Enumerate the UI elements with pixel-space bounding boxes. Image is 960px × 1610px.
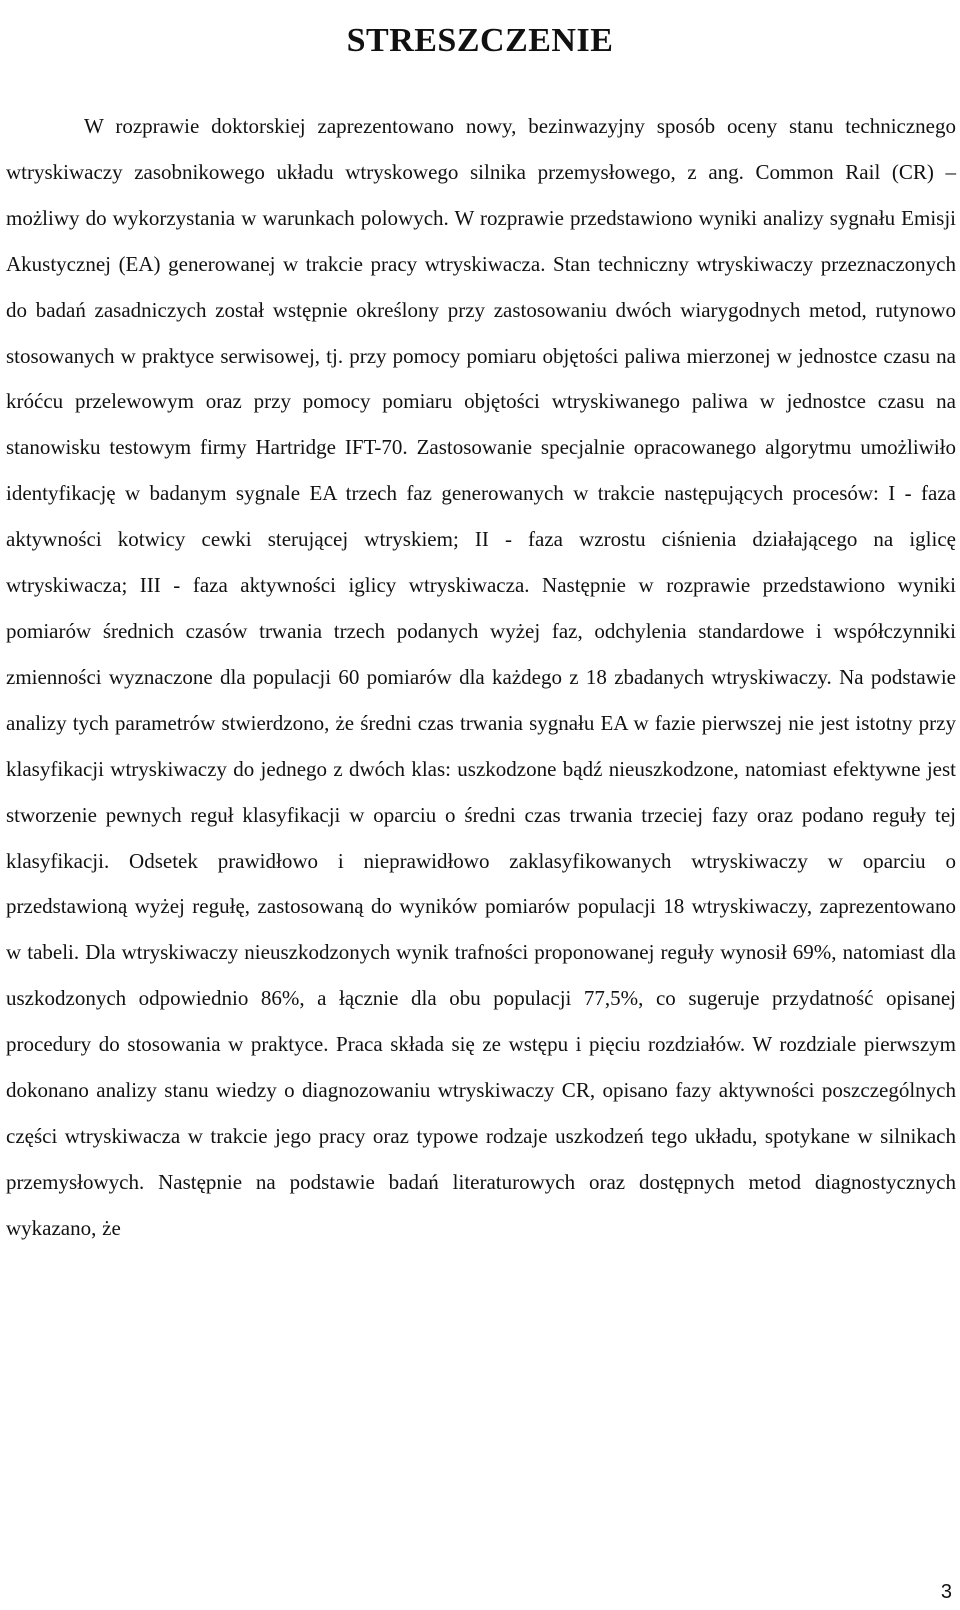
page-title: STRESZCZENIE <box>346 21 614 59</box>
abstract-paragraph: W rozprawie doktorskiej zaprezentowano nowy, bezinwazyjny sposób oceny stanu technicznego wtryskiwaczy zasobnikowego układu wtryskowego silnika przemysłowego, z ang. Common Rail (CR) – możliwy do wykorzystania w warunkach polowych. W rozprawie przedstawiono wyniki analizy sygnału Emisji Akustycznej (EA) generowanej w trakcie pracy wtryskiwacza. Stan techniczny wtryskiwaczy przeznaczonych do badań zasadniczych został wstępnie określony przy zastosowaniu dwóch wiarygodnych metod, rutynowo stosowanych w praktyce serwisowej, tj. przy pomocy pomiaru objętości paliwa mierzonej w jednostce czasu na króćcu przelewowym oraz przy pomocy pomiaru objętości wtryskiwanego paliwa w jednostce czasu na stanowisku testowym firmy Hartridge IFT-70. Zastosowanie specjalnie opracowanego algorytmu umożliwiło identyfikację w badanym sygnale EA trzech faz generowanych w trakcie następujących procesów: I - faza aktywności kotwicy cewki sterującej wtryskiem; II - faza wzrostu ciśnienia działającego na iglicę wtryskiwacza; III - faza aktywności iglicy wtryskiwacza. Następnie w rozprawie przedstawiono wyniki pomiarów średnich czasów trwania trzech podanych wyżej faz, odchylenia standardowe i współczynniki zmienności wyznaczone dla populacji 60 pomiarów dla każdego z 18 zbadanych wtryskiwaczy. Na podstawie analizy tych parametrów stwierdzono, że średni czas trwania sygnału EA w fazie pierwszej nie jest istotny przy klasyfikacji wtryskiwaczy do jednego z dwóch klas: uszkodzone bądź nieuszkodzone, natomiast efektywne jest stworzenie pewnych reguł klasyfikacji w oparciu o średni czas trwania trzeciej fazy oraz podano reguły tej klasyfikacji. Odsetek prawidłowo i nieprawidłowo zaklasyfikowanych wtryskiwaczy w oparciu o przedstawioną wyżej regułę, zastosowaną do wyników pomiarów populacji 18 wtryskiwaczy, zaprezentowano w tabeli. Dla wtryskiwaczy nieuszkodzonych wynik trafności proponowanej reguły wynosił 69%, natomiast dla uszkodzonych odpowiednio 86%, a łącznie dla obu populacji 77,5%, co sugeruje przydatność opisanej procedury do stosowania w praktyce. Praca składa się ze wstępu i pięciu rozdziałów. W rozdziale pierwszym dokonano analizy stanu wiedzy o diagnozowaniu wtryskiwaczy CR, opisano fazy aktywności poszczególnych części wtryskiwacza w trakcie jego pracy oraz typowe rodzaje uszkodzeń tego układu, spotykane w silnikach przemysłowych. Następnie na podstawie badań literaturowych oraz dostępnych metod diagnostycznych wykazano, że <box>6 114 956 1240</box>
page-number: 3 <box>940 1581 952 1603</box>
